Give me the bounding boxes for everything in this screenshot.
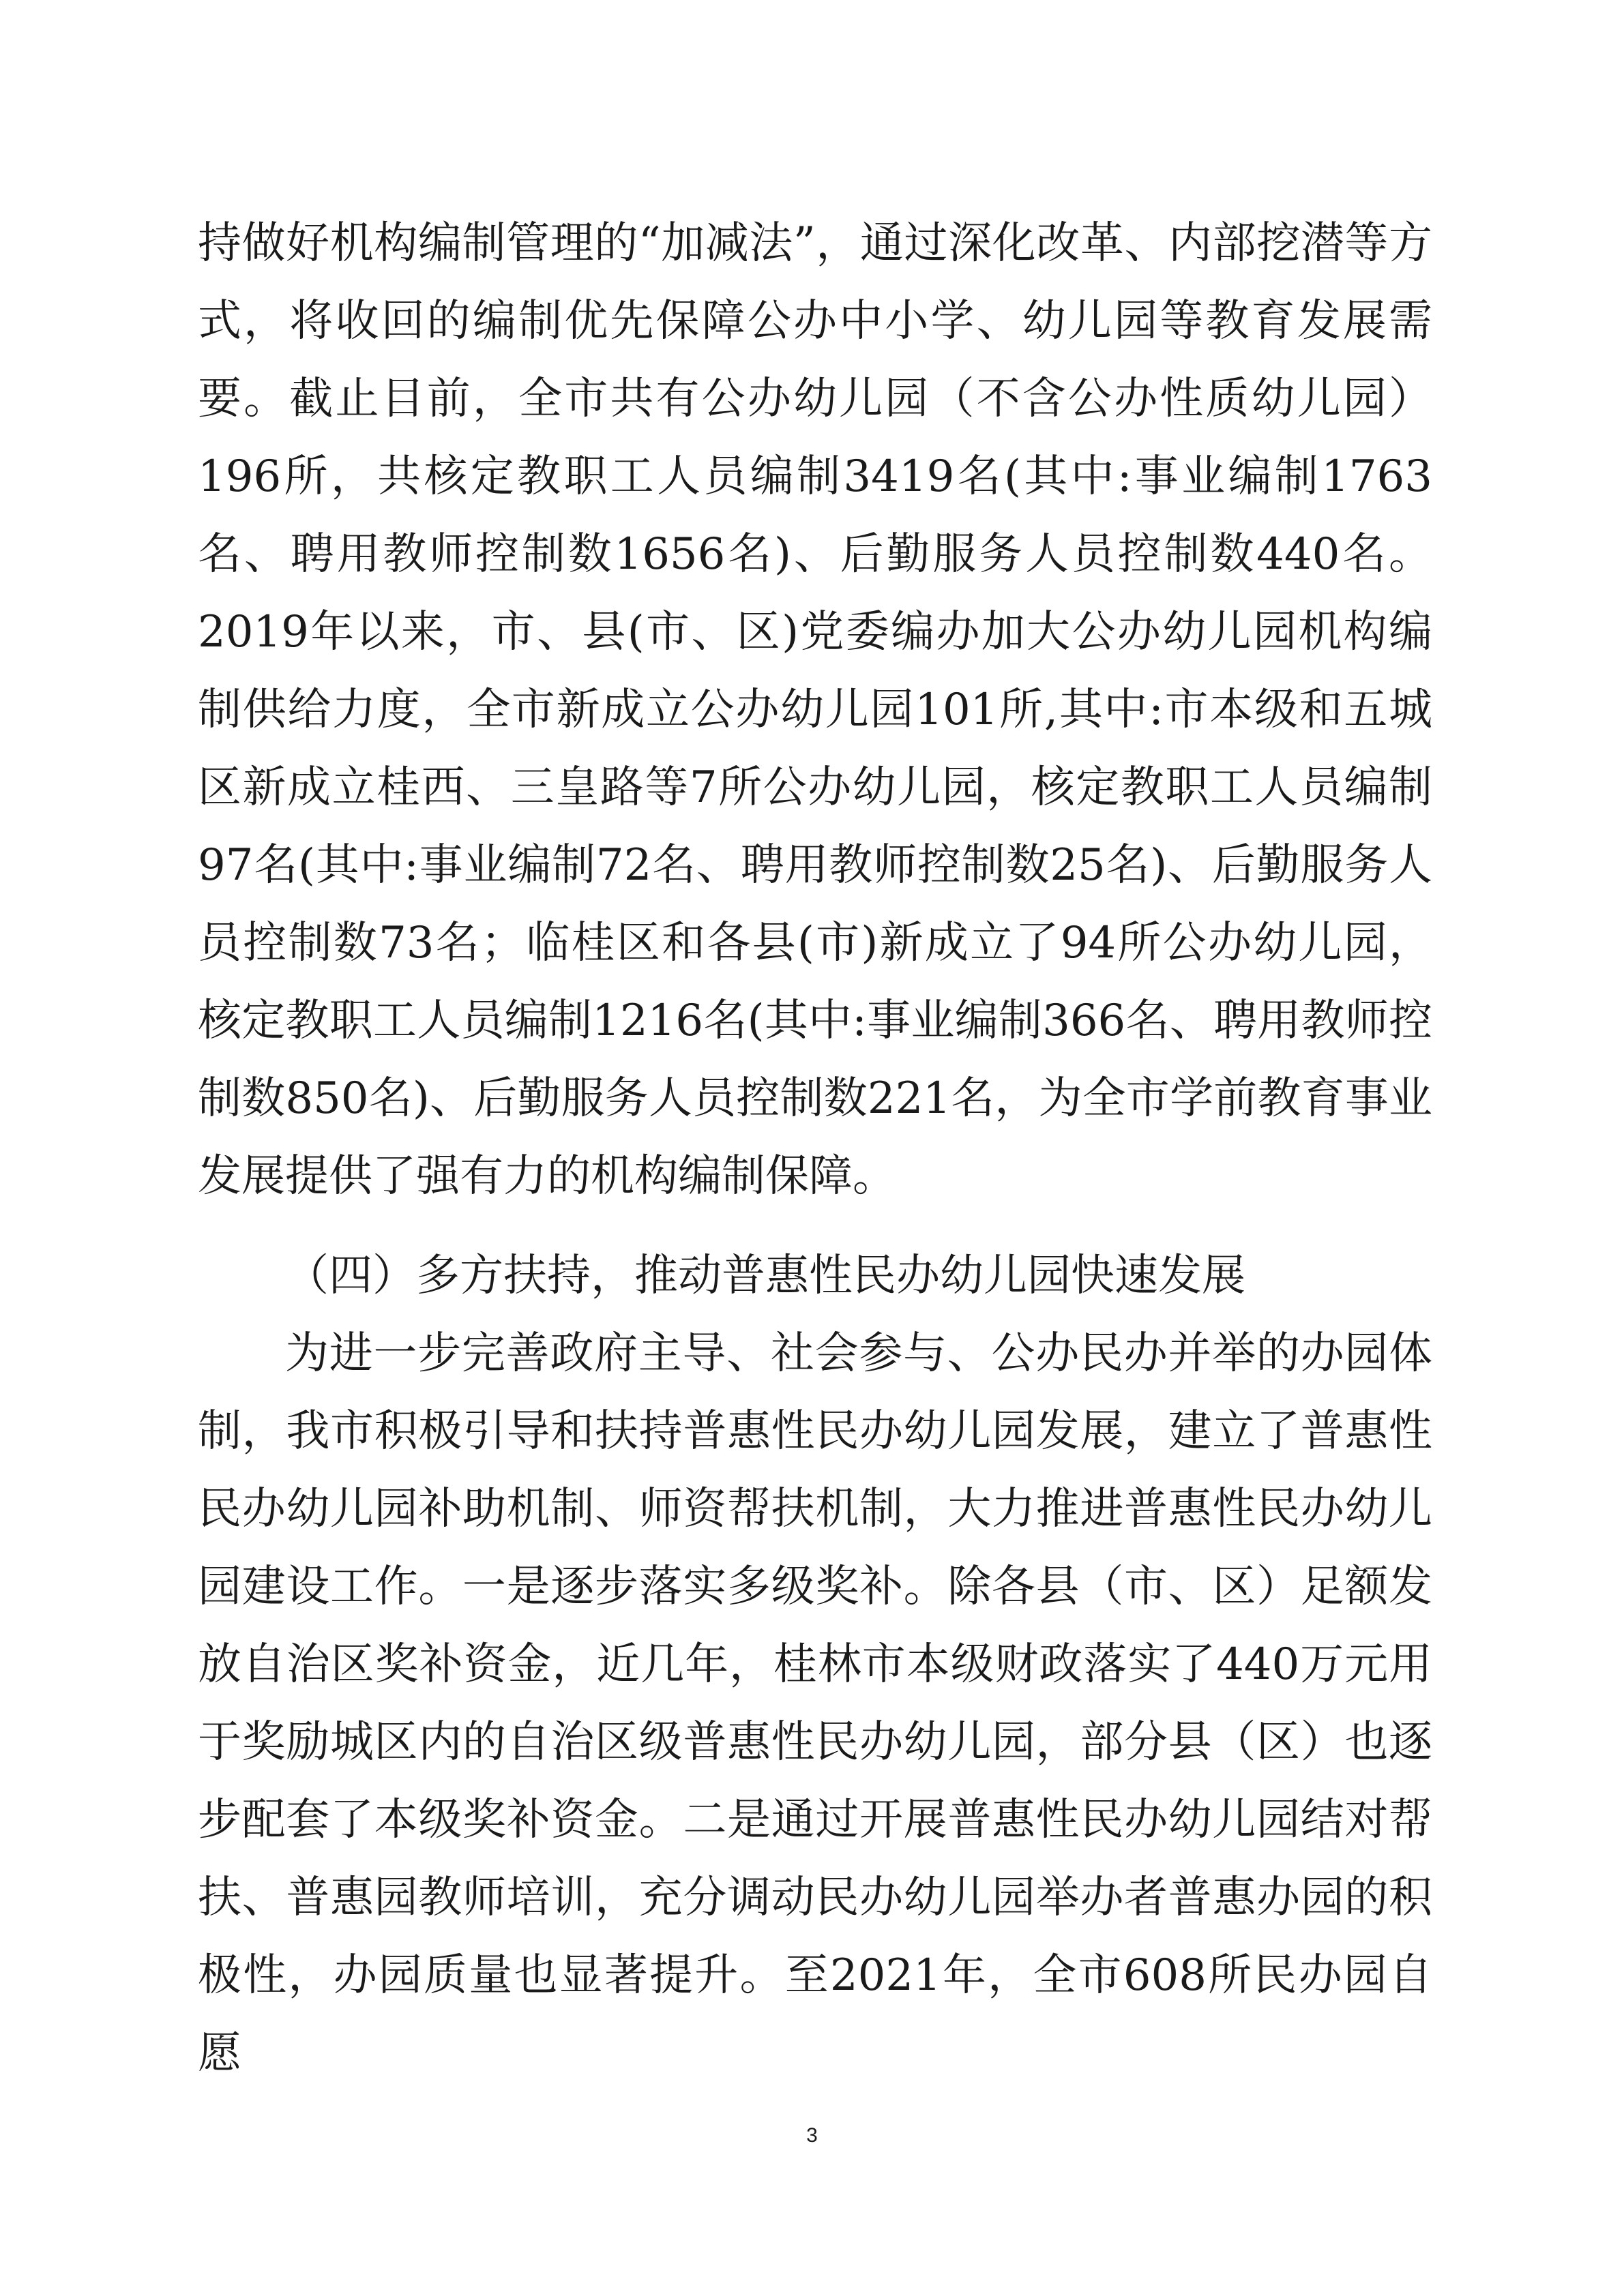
page-number: 3 xyxy=(806,2124,818,2147)
paragraph-continuation: 持做好机构编制管理的“加减法”，通过深化改革、内部挖潜等方式，将收回的编制优先保障公办中小学、幼儿园等教育发展需要。截止目前，全市共有公办幼儿园（不含公办性质幼儿园）196所，共核定教职工人员编制3419名(其中:事业编制1763名、聘用教师控制数1656名)、后勤服务人员控制数440名。2019年以来，市、县(市、区)党委编办加大公办幼儿园机构编制供给力度，全市新成立公办幼儿园101所,其中:市本级和五城区新成立桂西、三皇路等7所公办幼儿园，核定教职工人员编制97名(其中:事业编制72名、聘用教师控制数25名)、后勤服务人员控制数73名；临桂区和各县(市)新成立了94所公办幼儿园，核定教职工人员编制1216名(其中:事业编制366名、聘用教师控制数850名)、后勤服务人员控制数221名，为全市学前教育事业发展提供了强有力的机构编制保障。 xyxy=(198,218,1432,1202)
section-heading: （四）多方扶持，推动普惠性民办幼儿园快速发展 xyxy=(285,1251,1245,1301)
document-body xyxy=(198,205,1432,2092)
paragraph-2: 为进一步完善政府主导、社会参与、公办民办并举的办园体制，我市积极引导和扶持普惠性民办幼儿园发展，建立了普惠性民办幼儿园补助机制、师资帮扶机制，大力推进普惠性民办幼儿园建设工作。一是逐步落实多级奖补。除各县（市、区）足额发放自治区奖补资金，近几年，桂林市本级财政落实了440万元用于奖励城区内的自治区级普惠性民办幼儿园，部分县（区）也逐步配套了本级奖补资金。二是通过开展普惠性民办幼儿园结对帮扶、普惠园教师培训，充分调动民办幼儿园举办者普惠办园的积极性，办园质量也显著提升。至2021年，全市608所民办园自愿 xyxy=(198,1328,1432,2078)
